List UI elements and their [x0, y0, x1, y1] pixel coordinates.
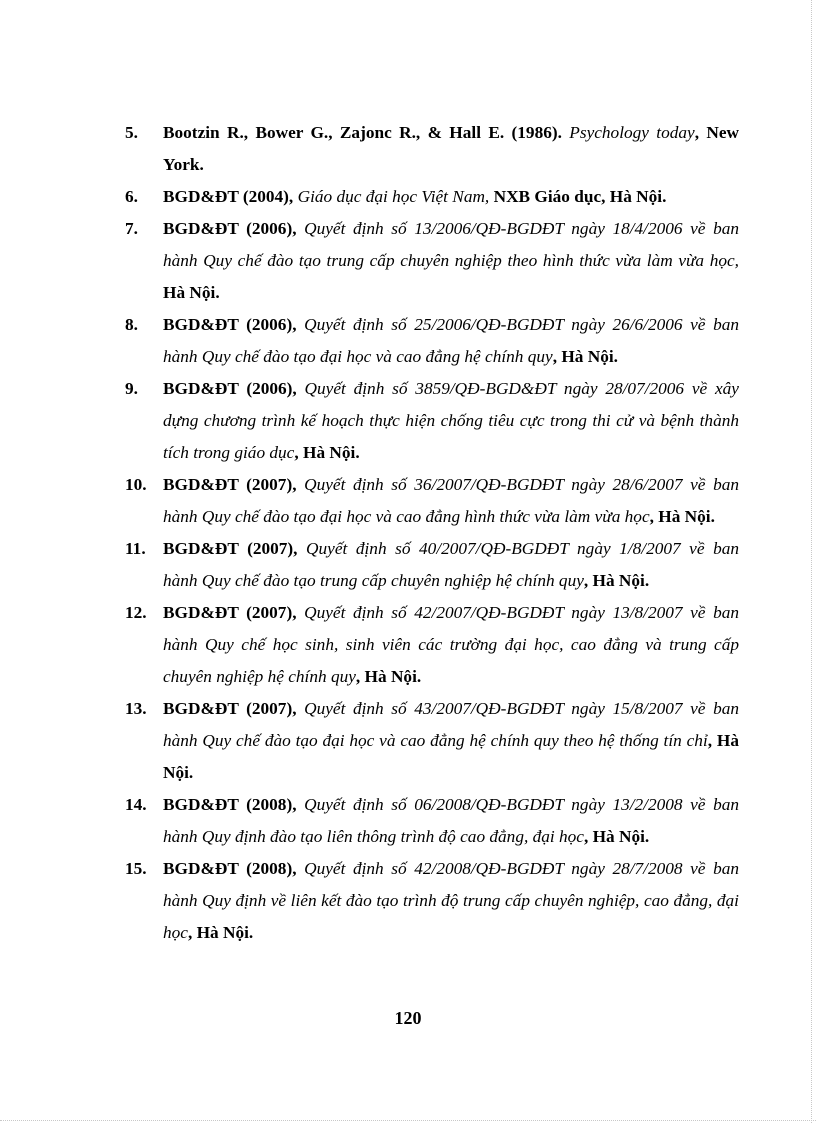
- reference-number: 5.: [125, 123, 138, 142]
- reference-author: BGD&ĐT (2008),: [163, 859, 297, 878]
- reference-item: [125, 533, 739, 597]
- reference-number: 15.: [125, 859, 147, 878]
- reference-title: Giáo dục đại học Việt Nam,: [297, 187, 490, 206]
- reference-number: 7.: [125, 219, 138, 238]
- page-edge-bottom: [0, 1120, 816, 1121]
- reference-title: Quyết định số 42/2008/QĐ-BGDĐT ngày 28/7/2008 về ban hành Quy định về liên kết đào tạo trình độ trung cấp chuyên nghiệp, cao đẳng, đại học: [163, 859, 739, 942]
- reference-author: BGD&ĐT (2004),: [163, 187, 294, 206]
- reference-title: Quyết định số 3859/QĐ-BGD&ĐT ngày 28/07/2006 về xây dựng chương trình kế hoạch thực hiện chống tiêu cực trong thi cử và bệnh thành tích trong giáo dục: [163, 379, 739, 462]
- reference-item: [125, 693, 739, 789]
- reference-item: [125, 213, 739, 309]
- reference-title: Quyết định số 43/2007/QĐ-BGDĐT ngày 15/8/2007 về ban hành Quy chế đào tạo đại học và cao đẳng hệ chính quy theo hệ thống tín chỉ: [163, 699, 739, 750]
- reference-tail: , Hà Nội.: [583, 571, 650, 590]
- reference-tail: , Hà Nội.: [583, 827, 650, 846]
- reference-separator: [297, 859, 305, 878]
- page-number: 120: [394, 1008, 422, 1028]
- reference-item: [125, 181, 739, 213]
- reference-number: 12.: [125, 603, 147, 622]
- reference-number: 8.: [125, 315, 138, 334]
- reference-tail: NXB Giáo dục, Hà Nội.: [489, 187, 667, 206]
- reference-tail: Hà Nội.: [163, 283, 220, 302]
- reference-title: Quyết định số 25/2006/QĐ-BGDĐT ngày 26/6/2006 về ban hành Quy chế đào tạo đại học và cao đẳng hệ chính quy: [163, 315, 739, 366]
- reference-item: [125, 469, 739, 533]
- reference-author: BGD&ĐT (2007),: [163, 475, 297, 494]
- reference-list: [125, 117, 739, 949]
- reference-author: BGD&ĐT (2007),: [163, 699, 297, 718]
- reference-separator: [297, 219, 305, 238]
- reference-separator: [297, 795, 305, 814]
- reference-title: Quyết định số 36/2007/QĐ-BGDĐT ngày 28/6/2007 về ban hành Quy chế đào tạo đại học và cao đẳng hình thức vừa làm vừa học: [163, 475, 739, 526]
- page-edge-right: [811, 0, 812, 1123]
- reference-number: 9.: [125, 379, 138, 398]
- reference-author: BGD&ĐT (2007),: [163, 603, 297, 622]
- reference-tail: , New York.: [163, 123, 740, 174]
- reference-author: BGD&ĐT (2006),: [163, 315, 297, 334]
- reference-separator: [297, 379, 305, 398]
- reference-separator: [297, 475, 305, 494]
- reference-item: [125, 373, 739, 469]
- reference-author: BGD&ĐT (2007),: [163, 539, 298, 558]
- reference-title: Quyết định số 40/2007/QĐ-BGDĐT ngày 1/8/2007 về ban hành Quy chế đào tạo trung cấp chuyên nghiệp hệ chính quy: [163, 539, 739, 590]
- reference-title: Quyết định số 13/2006/QĐ-BGDĐT ngày 18/4/2006 về ban hành Quy chế đào tạo trung cấp chuyên nghiệp theo hình thức vừa làm vừa học,: [163, 219, 739, 270]
- reference-tail: , Hà Nội.: [187, 923, 254, 942]
- reference-item: [125, 789, 739, 853]
- reference-tail: , Hà Nội.: [355, 667, 422, 686]
- reference-number: 10.: [125, 475, 147, 494]
- reference-tail: , Hà Nội.: [552, 347, 618, 366]
- reference-tail: , Hà Nội.: [294, 443, 360, 462]
- reference-tail: , Hà Nội.: [649, 507, 715, 526]
- reference-author: BGD&ĐT (2006),: [163, 219, 297, 238]
- reference-number: 6.: [125, 187, 138, 206]
- reference-title: Psychology today: [569, 123, 695, 142]
- reference-separator: [297, 699, 305, 718]
- reference-item: [125, 117, 739, 181]
- reference-item: [125, 597, 739, 693]
- reference-item: [125, 309, 739, 373]
- reference-item: [125, 853, 739, 949]
- reference-separator: [297, 315, 305, 334]
- reference-title: Quyết định số 06/2008/QĐ-BGDĐT ngày 13/2/2008 về ban hành Quy định đào tạo liên thông trình độ cao đẳng, đại học: [163, 795, 739, 846]
- reference-number: 13.: [125, 699, 147, 718]
- reference-number: 14.: [125, 795, 147, 814]
- reference-author: Bootzin R., Bower G., Zajonc R., & Hall E. (1986).: [163, 123, 562, 142]
- reference-separator: [297, 603, 305, 622]
- reference-tail: , Hà Nội.: [163, 731, 739, 782]
- reference-number: 11.: [125, 539, 146, 558]
- reference-separator: [297, 539, 306, 558]
- reference-author: BGD&ĐT (2008),: [163, 795, 297, 814]
- reference-author: BGD&ĐT (2006),: [163, 379, 297, 398]
- reference-title: Quyết định số 42/2007/QĐ-BGDĐT ngày 13/8/2007 về ban hành Quy chế học sinh, sinh viên các trường đại học, cao đẳng và trung cấp chuyên nghiệp hệ chính quy: [163, 603, 739, 686]
